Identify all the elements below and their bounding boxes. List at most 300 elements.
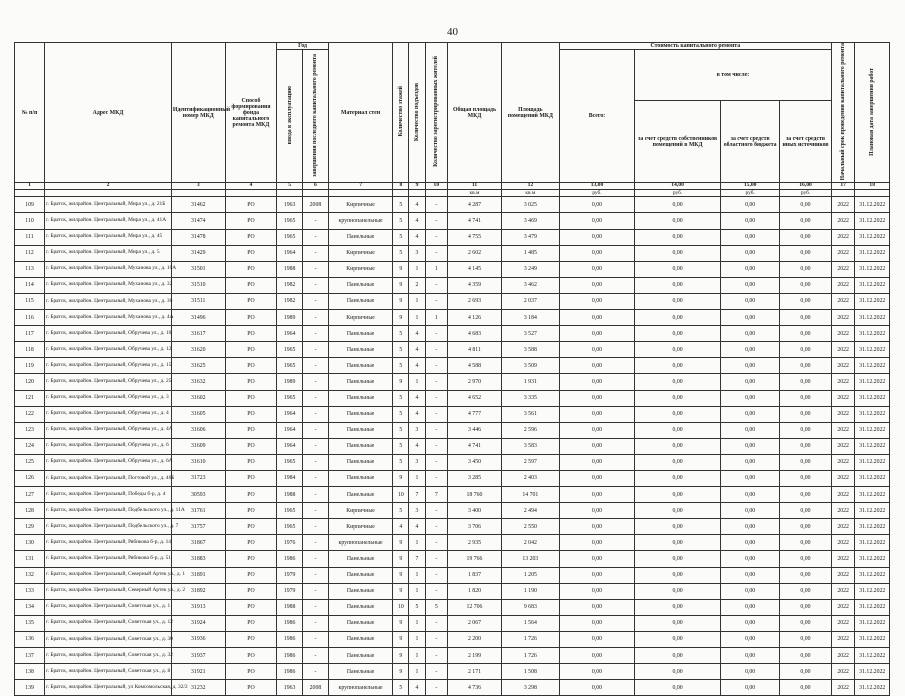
year-commission-cell: 1979	[277, 583, 303, 599]
cost-owners-cell: 0,00	[635, 293, 721, 309]
header-num: № п/п	[15, 43, 45, 183]
floors-cell: 9	[393, 648, 409, 664]
fund-cell: РО	[225, 438, 277, 454]
year-repair-cell: -	[303, 245, 329, 261]
people-cell: -	[425, 583, 448, 599]
address-cell: г. Братск, жилрайон. Центральный, Советская ул., д. 32	[45, 648, 172, 664]
id-cell: 31232	[171, 680, 225, 696]
start-year-cell: 2022	[831, 390, 855, 406]
area-total-cell: 12 706	[448, 599, 502, 615]
area-total-cell: 4 683	[448, 326, 502, 342]
header-cost-region: за счет средств областного бюджета	[721, 101, 780, 183]
cost-total-cell: 0,00	[559, 487, 634, 503]
cost-total-cell: 0,00	[559, 229, 634, 245]
people-cell: -	[425, 615, 448, 631]
unit-cost-total: руб.	[559, 190, 634, 197]
cost-region-cell: 0,00	[721, 648, 780, 664]
header-cost-group: Стоимость капитального ремонта	[559, 43, 831, 50]
row-number: 129	[15, 519, 45, 535]
year-repair-cell: -	[303, 310, 329, 326]
cost-total-cell: 0,00	[559, 245, 634, 261]
id-cell: 31723	[171, 470, 225, 486]
fund-cell: РО	[225, 519, 277, 535]
id-cell: 31936	[171, 631, 225, 647]
year-commission-cell: 1964	[277, 438, 303, 454]
floors-cell: 5	[393, 406, 409, 422]
cost-other-cell: 0,00	[780, 567, 832, 583]
address-cell: г. Братск, жилрайон. Центральный, Советская ул., д. 30	[45, 631, 172, 647]
cost-other-cell: 0,00	[780, 358, 832, 374]
address-cell: г. Братск, жилрайон. Центральный, Погтовой ул., д. 46Б	[45, 470, 172, 486]
entrances-cell: 1	[409, 583, 425, 599]
address-cell: г. Братск, жилрайон. Центральный, Мира ул., д. 21Б	[45, 197, 172, 213]
year-repair-cell: -	[303, 487, 329, 503]
cost-owners-cell: 0,00	[635, 648, 721, 664]
year-repair-cell: -	[303, 470, 329, 486]
fund-cell: РО	[225, 213, 277, 229]
id-cell: 31511	[171, 293, 225, 309]
cost-region-cell: 0,00	[721, 680, 780, 696]
table-row	[15, 567, 890, 583]
cost-total-cell: 0,00	[559, 342, 634, 358]
column-number: 6	[303, 183, 329, 190]
wall-cell: Панельные	[328, 454, 392, 470]
fund-cell: РО	[225, 631, 277, 647]
id-cell: 31867	[171, 535, 225, 551]
id-cell: 31924	[171, 615, 225, 631]
area-rooms-cell: 3 509	[501, 358, 559, 374]
entrances-cell: 4	[409, 213, 425, 229]
id-cell: 30593	[171, 487, 225, 503]
fund-cell: РО	[225, 245, 277, 261]
cost-total-cell: 0,00	[559, 454, 634, 470]
table-row	[15, 390, 890, 406]
row-number: 117	[15, 326, 45, 342]
end-date-cell: 31.12.2022	[855, 615, 890, 631]
end-date-cell: 31.12.2022	[855, 454, 890, 470]
entrances-cell: 5	[409, 599, 425, 615]
id-cell: 31913	[171, 599, 225, 615]
area-rooms-cell: 3 527	[501, 326, 559, 342]
area-rooms-cell: 3 469	[501, 213, 559, 229]
area-total-cell: 4 588	[448, 358, 502, 374]
wall-cell: Панельные	[328, 664, 392, 680]
start-year-cell: 2022	[831, 631, 855, 647]
cost-owners-cell: 0,00	[635, 567, 721, 583]
year-commission-cell: 1986	[277, 551, 303, 567]
table-row	[15, 454, 890, 470]
area-rooms-cell: 2 597	[501, 454, 559, 470]
cost-region-cell: 0,00	[721, 358, 780, 374]
year-commission-cell: 1964	[277, 326, 303, 342]
fund-cell: РО	[225, 551, 277, 567]
area-rooms-cell: 14 701	[501, 487, 559, 503]
table-row	[15, 680, 890, 696]
id-cell: 31606	[171, 422, 225, 438]
id-cell: 31892	[171, 583, 225, 599]
year-commission-cell: 1989	[277, 310, 303, 326]
end-date-cell: 31.12.2022	[855, 390, 890, 406]
row-number: 133	[15, 583, 45, 599]
area-total-cell: 4 359	[448, 277, 502, 293]
id-cell: 31496	[171, 310, 225, 326]
fund-cell: РО	[225, 310, 277, 326]
year-repair-cell: -	[303, 326, 329, 342]
year-repair-cell: -	[303, 599, 329, 615]
header-cost-incl: в том числе:	[635, 50, 832, 101]
page-number: 40	[447, 26, 458, 38]
cost-owners-cell: 0,00	[635, 470, 721, 486]
area-total-cell: 4 755	[448, 229, 502, 245]
cost-other-cell: 0,00	[780, 197, 832, 213]
entrances-cell: 4	[409, 358, 425, 374]
wall-cell: Панельные	[328, 551, 392, 567]
year-repair-cell: -	[303, 406, 329, 422]
header-year-group: Год	[277, 43, 329, 50]
entrances-cell: 3	[409, 245, 425, 261]
header-fund-method: Способ формирования фонда капитального ремонта МКД	[225, 43, 277, 183]
end-date-cell: 31.12.2022	[855, 261, 890, 277]
unit-cost-region: руб.	[721, 190, 780, 197]
start-year-cell: 2022	[831, 470, 855, 486]
wall-cell: Панельные	[328, 567, 392, 583]
row-number: 138	[15, 664, 45, 680]
year-commission-cell: 1986	[277, 615, 303, 631]
unit-area-total: кв.м	[448, 190, 502, 197]
cost-owners-cell: 0,00	[635, 664, 721, 680]
id-cell: 31883	[171, 551, 225, 567]
unit-area-rooms: кв.м	[501, 190, 559, 197]
area-total-cell: 2 199	[448, 648, 502, 664]
people-cell: -	[425, 358, 448, 374]
wall-cell: крупнопанельные	[328, 213, 392, 229]
floors-cell: 4	[393, 519, 409, 535]
unit-cost-other: руб.	[780, 190, 832, 197]
column-number: 18	[855, 183, 890, 190]
year-commission-cell: 1965	[277, 213, 303, 229]
wall-cell: Панельные	[328, 229, 392, 245]
entrances-cell: 1	[409, 261, 425, 277]
area-rooms-cell: 3 479	[501, 229, 559, 245]
wall-cell: Панельные	[328, 406, 392, 422]
cost-region-cell: 0,00	[721, 551, 780, 567]
row-number: 126	[15, 470, 45, 486]
entrances-cell: 4	[409, 342, 425, 358]
people-cell: -	[425, 438, 448, 454]
table-row	[15, 487, 890, 503]
floors-cell: 5	[393, 326, 409, 342]
area-total-cell: 4 811	[448, 342, 502, 358]
cost-other-cell: 0,00	[780, 599, 832, 615]
header-people: Количество зарегистрированных жителей	[425, 43, 448, 183]
cost-other-cell: 0,00	[780, 261, 832, 277]
entrances-cell: 1	[409, 615, 425, 631]
cost-owners-cell: 0,00	[635, 631, 721, 647]
people-cell: 1	[425, 261, 448, 277]
id-cell: 31478	[171, 229, 225, 245]
people-cell: -	[425, 390, 448, 406]
wall-cell: Панельные	[328, 293, 392, 309]
fund-cell: РО	[225, 535, 277, 551]
row-number: 110	[15, 213, 45, 229]
address-cell: г. Братск, жилрайон. Центральный, Советская ул., д. 1	[45, 599, 172, 615]
wall-cell: Кирпичные	[328, 519, 392, 535]
header-address: Адрес МКД	[45, 43, 172, 183]
area-total-cell: 4 126	[448, 310, 502, 326]
area-rooms-cell: 2 403	[501, 470, 559, 486]
end-date-cell: 31.12.2022	[855, 197, 890, 213]
year-commission-cell: 1988	[277, 487, 303, 503]
end-date-cell: 31.12.2022	[855, 438, 890, 454]
end-date-cell: 31.12.2022	[855, 567, 890, 583]
year-repair-cell: -	[303, 390, 329, 406]
area-total-cell: 1 820	[448, 583, 502, 599]
area-total-cell: 3 446	[448, 422, 502, 438]
floors-cell: 5	[393, 438, 409, 454]
area-rooms-cell: 3 462	[501, 277, 559, 293]
id-cell: 31625	[171, 358, 225, 374]
table-row	[15, 293, 890, 309]
cost-region-cell: 0,00	[721, 342, 780, 358]
year-repair-cell: -	[303, 567, 329, 583]
cost-region-cell: 0,00	[721, 310, 780, 326]
fund-cell: РО	[225, 680, 277, 696]
header-cost-total: Всего:	[559, 50, 634, 183]
area-rooms-cell: 3 249	[501, 261, 559, 277]
fund-cell: РО	[225, 277, 277, 293]
wall-cell: Кирпичные	[328, 261, 392, 277]
cost-region-cell: 0,00	[721, 422, 780, 438]
header-id: Идентификационный номер МКД	[171, 43, 225, 183]
address-cell: г. Братск, жилрайон. Центральный, Победы б-р, д. 4	[45, 487, 172, 503]
entrances-cell: 4	[409, 406, 425, 422]
year-commission-cell: 1986	[277, 648, 303, 664]
table-row	[15, 261, 890, 277]
area-rooms-cell: 1 564	[501, 615, 559, 631]
table-row	[15, 503, 890, 519]
column-number: 17	[831, 183, 855, 190]
column-number: 14,00	[635, 183, 721, 190]
cost-region-cell: 0,00	[721, 293, 780, 309]
year-commission-cell: 1982	[277, 277, 303, 293]
cost-region-cell: 0,00	[721, 583, 780, 599]
end-date-cell: 31.12.2022	[855, 245, 890, 261]
start-year-cell: 2022	[831, 358, 855, 374]
cost-owners-cell: 0,00	[635, 277, 721, 293]
floors-cell: 5	[393, 342, 409, 358]
cost-other-cell: 0,00	[780, 213, 832, 229]
year-commission-cell: 1988	[277, 261, 303, 277]
cost-total-cell: 0,00	[559, 648, 634, 664]
cost-total-cell: 0,00	[559, 390, 634, 406]
people-cell: -	[425, 551, 448, 567]
row-number: 127	[15, 487, 45, 503]
year-repair-cell: -	[303, 583, 329, 599]
entrances-cell: 1	[409, 310, 425, 326]
year-commission-cell: 1963	[277, 197, 303, 213]
cost-owners-cell: 0,00	[635, 310, 721, 326]
fund-cell: РО	[225, 342, 277, 358]
fund-cell: РО	[225, 454, 277, 470]
end-date-cell: 31.12.2022	[855, 358, 890, 374]
start-year-cell: 2022	[831, 213, 855, 229]
year-commission-cell: 1988	[277, 599, 303, 615]
row-number: 113	[15, 261, 45, 277]
wall-cell: Панельные	[328, 599, 392, 615]
cost-region-cell: 0,00	[721, 326, 780, 342]
address-cell: г. Братск, жилрайон. Центральный, Советская ул., д. 12	[45, 615, 172, 631]
area-total-cell: 18 760	[448, 487, 502, 503]
people-cell: -	[425, 454, 448, 470]
area-total-cell: 4 741	[448, 213, 502, 229]
id-cell: 31605	[171, 406, 225, 422]
fund-cell: РО	[225, 664, 277, 680]
cost-owners-cell: 0,00	[635, 680, 721, 696]
cost-other-cell: 0,00	[780, 229, 832, 245]
entrances-cell: 1	[409, 470, 425, 486]
people-cell: -	[425, 664, 448, 680]
cost-total-cell: 0,00	[559, 615, 634, 631]
capital-repair-table	[14, 42, 890, 696]
floors-cell: 9	[393, 293, 409, 309]
table-row	[15, 229, 890, 245]
cost-other-cell: 0,00	[780, 631, 832, 647]
table-row	[15, 342, 890, 358]
wall-cell: Панельные	[328, 470, 392, 486]
year-repair-cell: -	[303, 438, 329, 454]
column-number-row	[15, 183, 890, 190]
people-cell: -	[425, 406, 448, 422]
cost-total-cell: 0,00	[559, 503, 634, 519]
row-number: 134	[15, 599, 45, 615]
floors-cell: 9	[393, 583, 409, 599]
row-number: 112	[15, 245, 45, 261]
area-rooms-cell: 2 042	[501, 535, 559, 551]
wall-cell: Панельные	[328, 438, 392, 454]
row-number: 118	[15, 342, 45, 358]
cost-total-cell: 0,00	[559, 374, 634, 390]
wall-cell: Панельные	[328, 422, 392, 438]
row-number: 124	[15, 438, 45, 454]
cost-other-cell: 0,00	[780, 664, 832, 680]
address-cell: г. Братск, жилрайон. Центральный, Северный Артек ул., д. 2	[45, 583, 172, 599]
area-rooms-cell: 2 550	[501, 519, 559, 535]
row-number: 114	[15, 277, 45, 293]
table-row	[15, 245, 890, 261]
address-cell: г. Братск, жилрайон. Центральный, Обручева ул., д. 25	[45, 374, 172, 390]
address-cell: г. Братск, жилрайон. Центральный, Обручева ул., д. 6	[45, 438, 172, 454]
floors-cell: 9	[393, 551, 409, 567]
area-total-cell: 3 400	[448, 503, 502, 519]
fund-cell: РО	[225, 261, 277, 277]
cost-other-cell: 0,00	[780, 406, 832, 422]
year-repair-cell: -	[303, 261, 329, 277]
area-total-cell: 4 145	[448, 261, 502, 277]
start-year-cell: 2022	[831, 599, 855, 615]
start-year-cell: 2022	[831, 326, 855, 342]
people-cell: -	[425, 245, 448, 261]
area-total-cell: 2 171	[448, 664, 502, 680]
year-commission-cell: 1989	[277, 374, 303, 390]
entrances-cell: 4	[409, 197, 425, 213]
people-cell: 1	[425, 310, 448, 326]
cost-region-cell: 0,00	[721, 438, 780, 454]
year-repair-cell: -	[303, 631, 329, 647]
column-number: 8	[393, 183, 409, 190]
cost-owners-cell: 0,00	[635, 213, 721, 229]
table-row	[15, 358, 890, 374]
end-date-cell: 31.12.2022	[855, 599, 890, 615]
end-date-cell: 31.12.2022	[855, 631, 890, 647]
cost-region-cell: 0,00	[721, 277, 780, 293]
cost-owners-cell: 0,00	[635, 535, 721, 551]
area-rooms-cell: 9 683	[501, 599, 559, 615]
cost-owners-cell: 0,00	[635, 615, 721, 631]
cost-other-cell: 0,00	[780, 470, 832, 486]
end-date-cell: 31.12.2022	[855, 213, 890, 229]
area-rooms-cell: 3 583	[501, 438, 559, 454]
start-year-cell: 2022	[831, 680, 855, 696]
floors-cell: 5	[393, 245, 409, 261]
start-year-cell: 2022	[831, 454, 855, 470]
address-cell: г. Братск, жилрайон. Центральный, Обручева ул., д. 15	[45, 358, 172, 374]
fund-cell: РО	[225, 374, 277, 390]
entrances-cell: 4	[409, 229, 425, 245]
start-year-cell: 2022	[831, 567, 855, 583]
cost-total-cell: 0,00	[559, 438, 634, 454]
row-number: 128	[15, 503, 45, 519]
floors-cell: 5	[393, 680, 409, 696]
year-commission-cell: 1965	[277, 358, 303, 374]
table-row	[15, 310, 890, 326]
fund-cell: РО	[225, 615, 277, 631]
wall-cell: крупнопанельные	[328, 680, 392, 696]
table-row	[15, 664, 890, 680]
area-rooms-cell: 13 203	[501, 551, 559, 567]
end-date-cell: 31.12.2022	[855, 470, 890, 486]
floors-cell: 9	[393, 470, 409, 486]
id-cell: 31474	[171, 213, 225, 229]
year-repair-cell: -	[303, 454, 329, 470]
area-total-cell: 4 777	[448, 406, 502, 422]
floors-cell: 5	[393, 503, 409, 519]
start-year-cell: 2022	[831, 615, 855, 631]
cost-region-cell: 0,00	[721, 664, 780, 680]
cost-total-cell: 0,00	[559, 213, 634, 229]
year-commission-cell: 1964	[277, 422, 303, 438]
fund-cell: РО	[225, 567, 277, 583]
id-cell: 31429	[171, 245, 225, 261]
people-cell: -	[425, 277, 448, 293]
address-cell: г. Братск, жилрайон. Центральный, Обручева ул., д. 4А	[45, 422, 172, 438]
end-date-cell: 31.12.2022	[855, 277, 890, 293]
id-cell: 31610	[171, 454, 225, 470]
entrances-cell: 3	[409, 503, 425, 519]
year-repair-cell: -	[303, 422, 329, 438]
wall-cell: Панельные	[328, 615, 392, 631]
start-year-cell: 2022	[831, 245, 855, 261]
year-repair-cell: -	[303, 374, 329, 390]
start-year-cell: 2022	[831, 374, 855, 390]
start-year-cell: 2022	[831, 535, 855, 551]
cost-total-cell: 0,00	[559, 326, 634, 342]
cost-total-cell: 0,00	[559, 406, 634, 422]
end-date-cell: 31.12.2022	[855, 551, 890, 567]
address-cell: г. Братск, жилрайон. Центральный, Подбельского ул., д. 7	[45, 519, 172, 535]
table-row	[15, 470, 890, 486]
wall-cell: Панельные	[328, 374, 392, 390]
area-total-cell: 4 736	[448, 680, 502, 696]
